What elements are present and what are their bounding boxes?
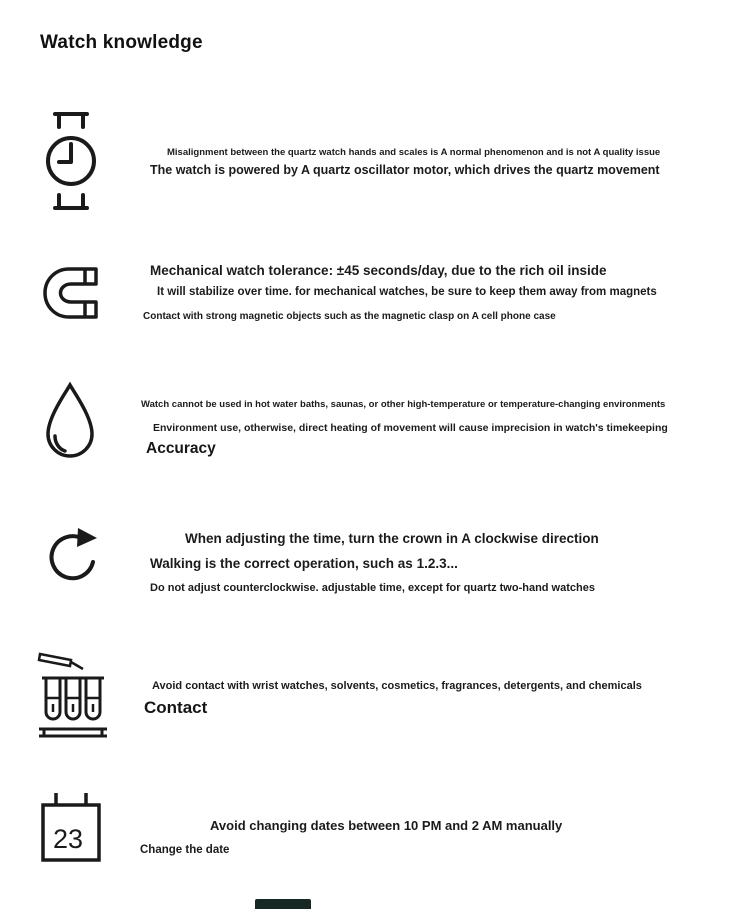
quartz-note-line: Misalignment between the quartz watch hands and scales is A normal phenomenon and is not A quality issue <box>167 147 661 158</box>
bottom-partial-element <box>255 899 311 909</box>
rotate-clockwise-icon <box>42 526 100 586</box>
magnet-icon <box>42 266 100 320</box>
crown-note-line: Do not adjust counterclockwise. adjustable time, except for quartz two-hand watches <box>150 582 595 594</box>
magnet-main-line: Mechanical watch tolerance: ±45 seconds/day, due to the rich oil inside <box>150 263 607 278</box>
test-tubes-icon <box>34 644 112 744</box>
temperature-sub-line: Environment use, otherwise, direct heating of movement will cause imprecision in watch's timekeeping <box>153 422 668 434</box>
magnet-note-line: Contact with strong magnetic objects such as the magnetic clasp on A cell phone case <box>143 311 556 322</box>
date-sub-line: Change the date <box>140 844 230 856</box>
temperature-note-line: Watch cannot be used in hot water baths, saunas, or other high-temperature or temperature-changing environments <box>141 399 666 410</box>
accuracy-heading: Accuracy <box>146 440 216 457</box>
wristwatch-icon <box>42 112 100 210</box>
water-drop-icon <box>42 382 98 460</box>
page-title: Watch knowledge <box>40 32 203 53</box>
crown-main-line: When adjusting the time, turn the crown in A clockwise direction <box>185 531 599 546</box>
quartz-main-line: The watch is powered by A quartz oscillator motor, which drives the quartz movement <box>150 163 660 177</box>
magnet-sub-line: It will stabilize over time. for mechanical watches, be sure to keep them away from magnets <box>157 286 657 298</box>
contact-heading: Contact <box>144 698 208 717</box>
crown-sub-line: Walking is the correct operation, such as 1.2.3... <box>150 556 458 571</box>
chemicals-line: Avoid contact with wrist watches, solvents, cosmetics, fragrances, detergents, and chemicals <box>152 680 642 692</box>
calendar-day-number: 23 <box>53 824 84 854</box>
date-main-line: Avoid changing dates between 10 PM and 2 AM manually <box>210 818 563 833</box>
